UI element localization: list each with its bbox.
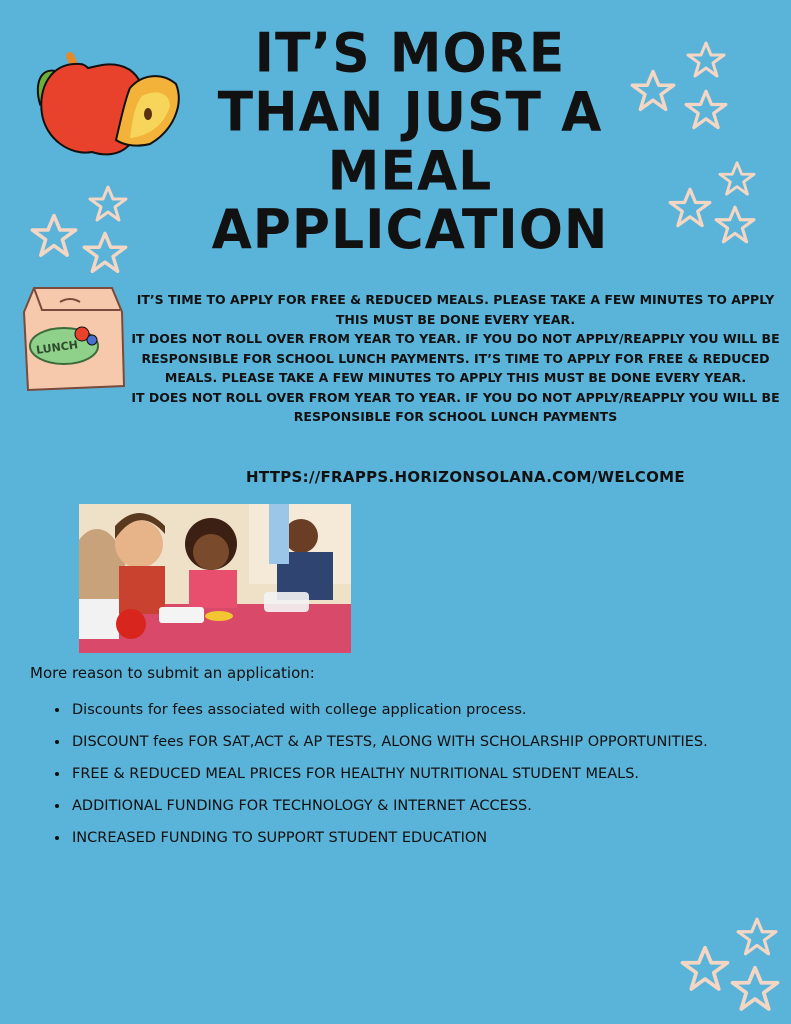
- star-icon: [630, 68, 676, 114]
- star-icon: [684, 88, 728, 132]
- reason-item: • ADDITIONAL FUNDING FOR TECHNOLOGY & INTERNET ACCESS.: [70, 790, 770, 822]
- title-line-3: MEAL: [327, 139, 493, 203]
- reason-item: • FREE & REDUCED MEAL PRICES FOR HEALTHY NUTRITIONAL STUDENT MEALS.: [70, 758, 770, 790]
- star-icon: [88, 184, 128, 224]
- reason-item: • INCREASED FUNDING TO SUPPORT STUDENT EDUCATION: [70, 822, 770, 854]
- reasons-list: [45, 694, 770, 854]
- star-icon: [30, 212, 78, 260]
- intro-paragraph-2: IT DOES NOT ROLL OVER FROM YEAR TO YEAR. IF YOU DO NOT APPLY/REAPPLY YOU WILL BE RESPONSIBLE FOR SCHOOL LUNCH PAYMENTS. IT’S TIME TO APPLY FOR FREE & REDUCED MEALS. PLEASE TAKE A FEW MINUTES TO APPLY THIS MUST BE DONE EVERY YEAR.: [131, 331, 780, 385]
- lunch-bag-label: LUNCH: [35, 338, 79, 357]
- application-url[interactable]: HTTPS://FRAPPS.HORIZONSOLANA.COM/WELCOME: [246, 468, 685, 486]
- title-line-1: IT’S MORE: [254, 22, 566, 86]
- star-icon: [680, 944, 730, 994]
- reason-item: • DISCOUNT fees FOR SAT,ACT & AP TESTS, ALONG WITH SCHOLARSHIP OPPORTUNITIES.: [70, 726, 770, 758]
- reasons-heading: More reason to submit an application:: [30, 664, 315, 682]
- intro-paragraph-3: IT DOES NOT ROLL OVER FROM YEAR TO YEAR. IF YOU DO NOT APPLY/REAPPLY YOU WILL BE RESPONSIBLE FOR SCHOOL LUNCH PAYMENTS: [131, 389, 780, 424]
- star-icon: [714, 204, 756, 246]
- apple-icon: [30, 44, 185, 159]
- page-title: [160, 22, 660, 262]
- lunch-bag-illustration: [20, 282, 128, 394]
- star-icon: [82, 230, 128, 276]
- star-icon: [718, 160, 756, 198]
- star-icon: [730, 964, 780, 1014]
- intro-paragraph-1: IT’S TIME TO APPLY FOR FREE & REDUCED MEALS. PLEASE TAKE A FEW MINUTES TO APPLY THIS MUST BE DONE EVERY YEAR.: [136, 292, 775, 327]
- reason-item: • Discounts for fees associated with college application process.: [70, 694, 770, 726]
- kids-lunch-photo: [79, 504, 351, 653]
- title-line-2: THAN JUST A: [217, 81, 603, 145]
- star-icon: [736, 916, 778, 958]
- star-icon: [668, 186, 712, 230]
- intro-text: [128, 290, 783, 427]
- star-icon: [686, 40, 726, 80]
- title-line-4: APPLICATION: [211, 198, 609, 262]
